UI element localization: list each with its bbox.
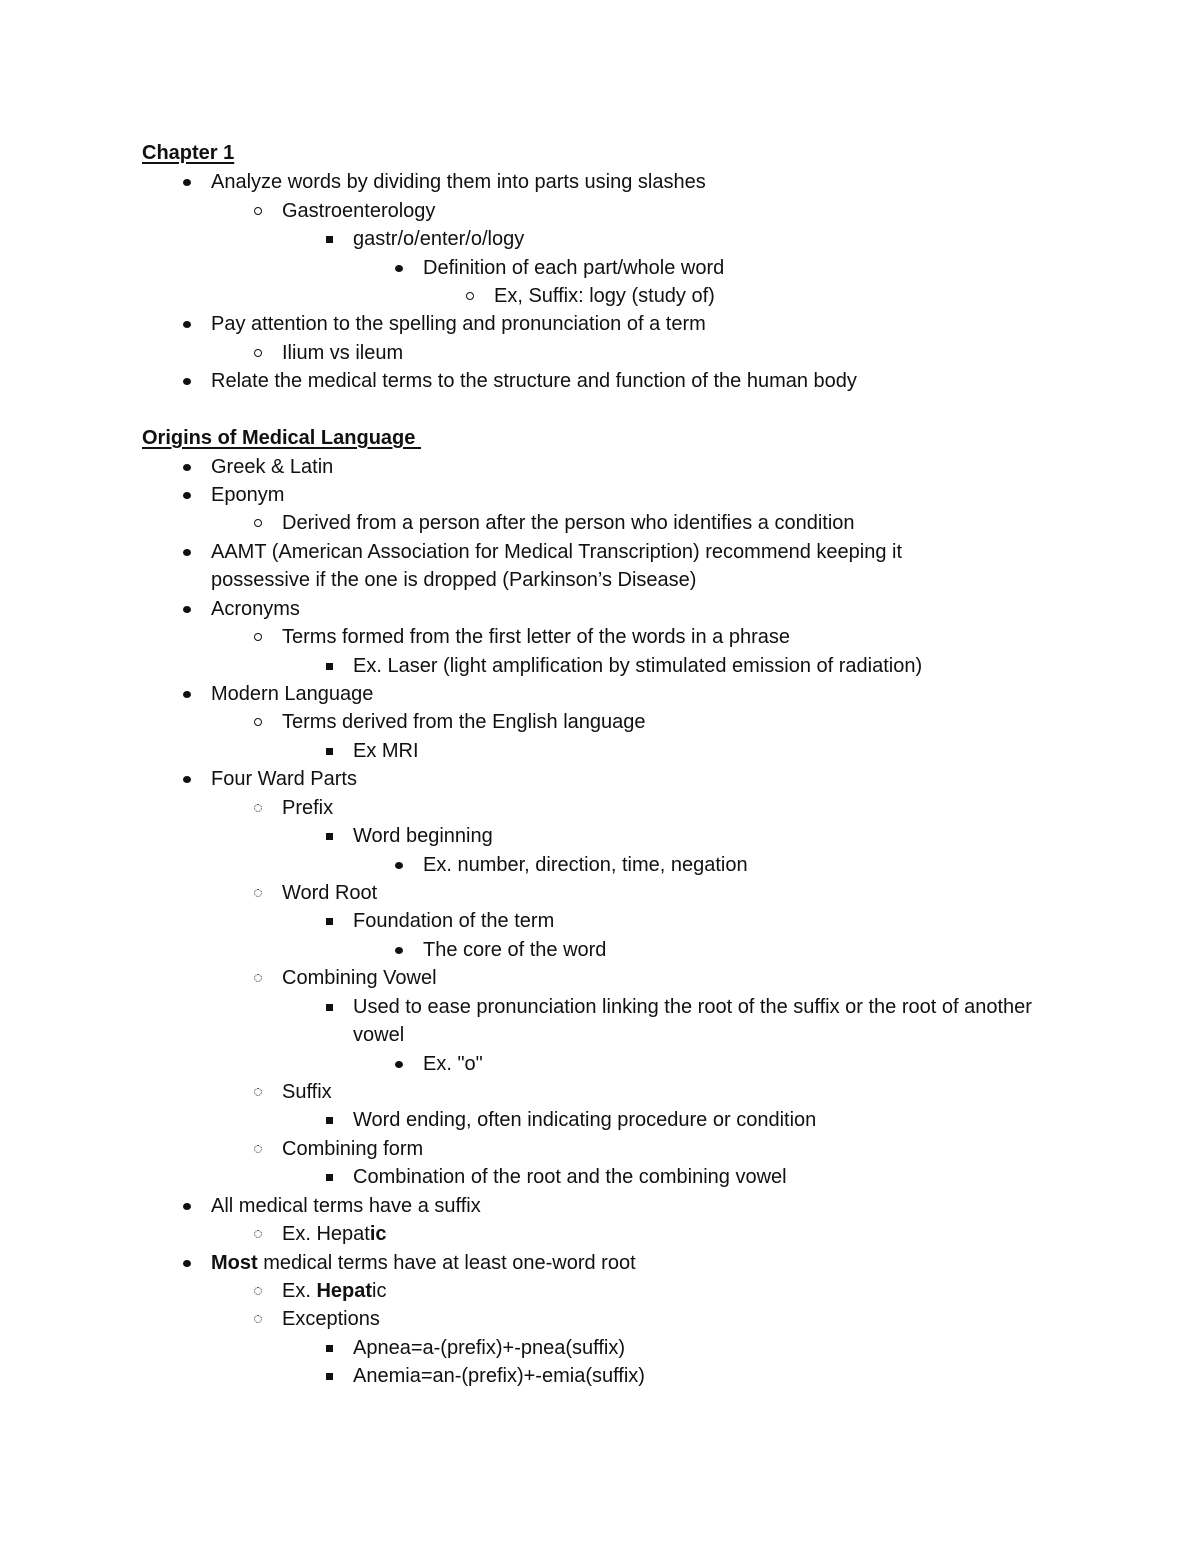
list-item: Apnea=a-(prefix)+-pnea(suffix): [353, 1334, 625, 1362]
filled-bullet-icon: [177, 538, 197, 566]
hollow-bullet-icon: [248, 623, 268, 651]
dotted-circle-bullet-icon: [248, 1220, 268, 1248]
filled-bullet-icon: [177, 1192, 197, 1220]
square-bullet-icon: [319, 993, 339, 1021]
list-item: AAMT (American Association for Medical Transcription) recommend keeping it possessive if the one is dropped (Parkinson’s Disease): [211, 538, 971, 595]
list-item: Ex. Laser (light amplification by stimulated emission of radiation): [353, 652, 922, 680]
dotted-circle-bullet-icon: [248, 794, 268, 822]
square-bullet-icon: [319, 1163, 339, 1191]
list-item: Terms formed from the first letter of the words in a phrase: [282, 623, 790, 651]
hollow-bullet-icon: [248, 708, 268, 736]
dotted-circle-bullet-icon: [248, 1305, 268, 1333]
list-item: Combining Vowel: [282, 964, 437, 992]
filled-bullet-icon: [389, 1050, 409, 1078]
chapter-1-heading: Chapter 1: [142, 142, 235, 164]
list-item: Ex MRI: [353, 737, 419, 765]
list-item: All medical terms have a suffix: [211, 1192, 481, 1220]
list-item: Word Root: [282, 879, 377, 907]
origins-heading: Origins of Medical Language: [142, 427, 421, 449]
list-item: Eponym: [211, 481, 284, 509]
filled-bullet-icon: [177, 1249, 197, 1277]
list-item: Used to ease pronunciation linking the root of the suffix or the root of another vowel: [353, 993, 1033, 1050]
square-bullet-icon: [319, 822, 339, 850]
filled-bullet-icon: [389, 851, 409, 879]
dotted-circle-bullet-icon: [248, 1135, 268, 1163]
filled-bullet-icon: [177, 367, 197, 395]
list-item: Relate the medical terms to the structure and function of the human body: [211, 367, 857, 395]
square-bullet-icon: [319, 652, 339, 680]
hollow-bullet-icon: [248, 339, 268, 367]
list-item: Combining form: [282, 1135, 423, 1163]
list-item: Acronyms: [211, 595, 300, 623]
hollow-bullet-icon: [248, 197, 268, 225]
square-bullet-icon: [319, 225, 339, 253]
list-item: Greek & Latin: [211, 453, 333, 481]
list-item: Word ending, often indicating procedure or condition: [353, 1106, 816, 1134]
list-item: Terms derived from the English language: [282, 708, 646, 736]
list-item: Prefix: [282, 794, 333, 822]
square-bullet-icon: [319, 1106, 339, 1134]
list-item: Definition of each part/whole word: [423, 254, 724, 282]
filled-bullet-icon: [177, 453, 197, 481]
list-item: Ex. "o": [423, 1050, 483, 1078]
filled-bullet-icon: [177, 310, 197, 338]
list-item: Anemia=an-(prefix)+-emia(suffix): [353, 1362, 645, 1390]
list-item: Analyze words by dividing them into parts using slashes: [211, 168, 706, 196]
list-item: Suffix: [282, 1078, 332, 1106]
filled-bullet-icon: [177, 481, 197, 509]
list-item: Word beginning: [353, 822, 493, 850]
dotted-circle-bullet-icon: [248, 1078, 268, 1106]
hollow-bullet-icon: [248, 509, 268, 537]
filled-bullet-icon: [177, 680, 197, 708]
list-item: Ex. Hepatic: [282, 1220, 387, 1248]
list-item: Pay attention to the spelling and pronunciation of a term: [211, 310, 706, 338]
filled-bullet-icon: [177, 765, 197, 793]
list-item: Gastroenterology: [282, 197, 435, 225]
filled-bullet-icon: [177, 595, 197, 623]
list-item: Modern Language: [211, 680, 373, 708]
list-item: Ex, Suffix: logy (study of): [494, 282, 715, 310]
square-bullet-icon: [319, 907, 339, 935]
filled-bullet-icon: [389, 254, 409, 282]
list-item: Ex. number, direction, time, negation: [423, 851, 748, 879]
filled-bullet-icon: [177, 168, 197, 196]
list-item: Combination of the root and the combining vowel: [353, 1163, 787, 1191]
filled-bullet-icon: [389, 936, 409, 964]
dotted-circle-bullet-icon: [248, 1277, 268, 1305]
square-bullet-icon: [319, 737, 339, 765]
hollow-bullet-icon: [460, 282, 480, 310]
list-item: Ilium vs ileum: [282, 339, 403, 367]
list-item: Most medical terms have at least one-word root: [211, 1249, 636, 1277]
square-bullet-icon: [319, 1362, 339, 1390]
list-item: Derived from a person after the person who identifies a condition: [282, 509, 855, 537]
list-item: Four Ward Parts: [211, 765, 357, 793]
list-item: Exceptions: [282, 1305, 380, 1333]
list-item: gastr/o/enter/o/logy: [353, 225, 524, 253]
list-item: The core of the word: [423, 936, 606, 964]
square-bullet-icon: [319, 1334, 339, 1362]
list-item: Foundation of the term: [353, 907, 554, 935]
dotted-circle-bullet-icon: [248, 879, 268, 907]
list-item: Ex. Hepatic: [282, 1277, 386, 1305]
dotted-circle-bullet-icon: [248, 964, 268, 992]
